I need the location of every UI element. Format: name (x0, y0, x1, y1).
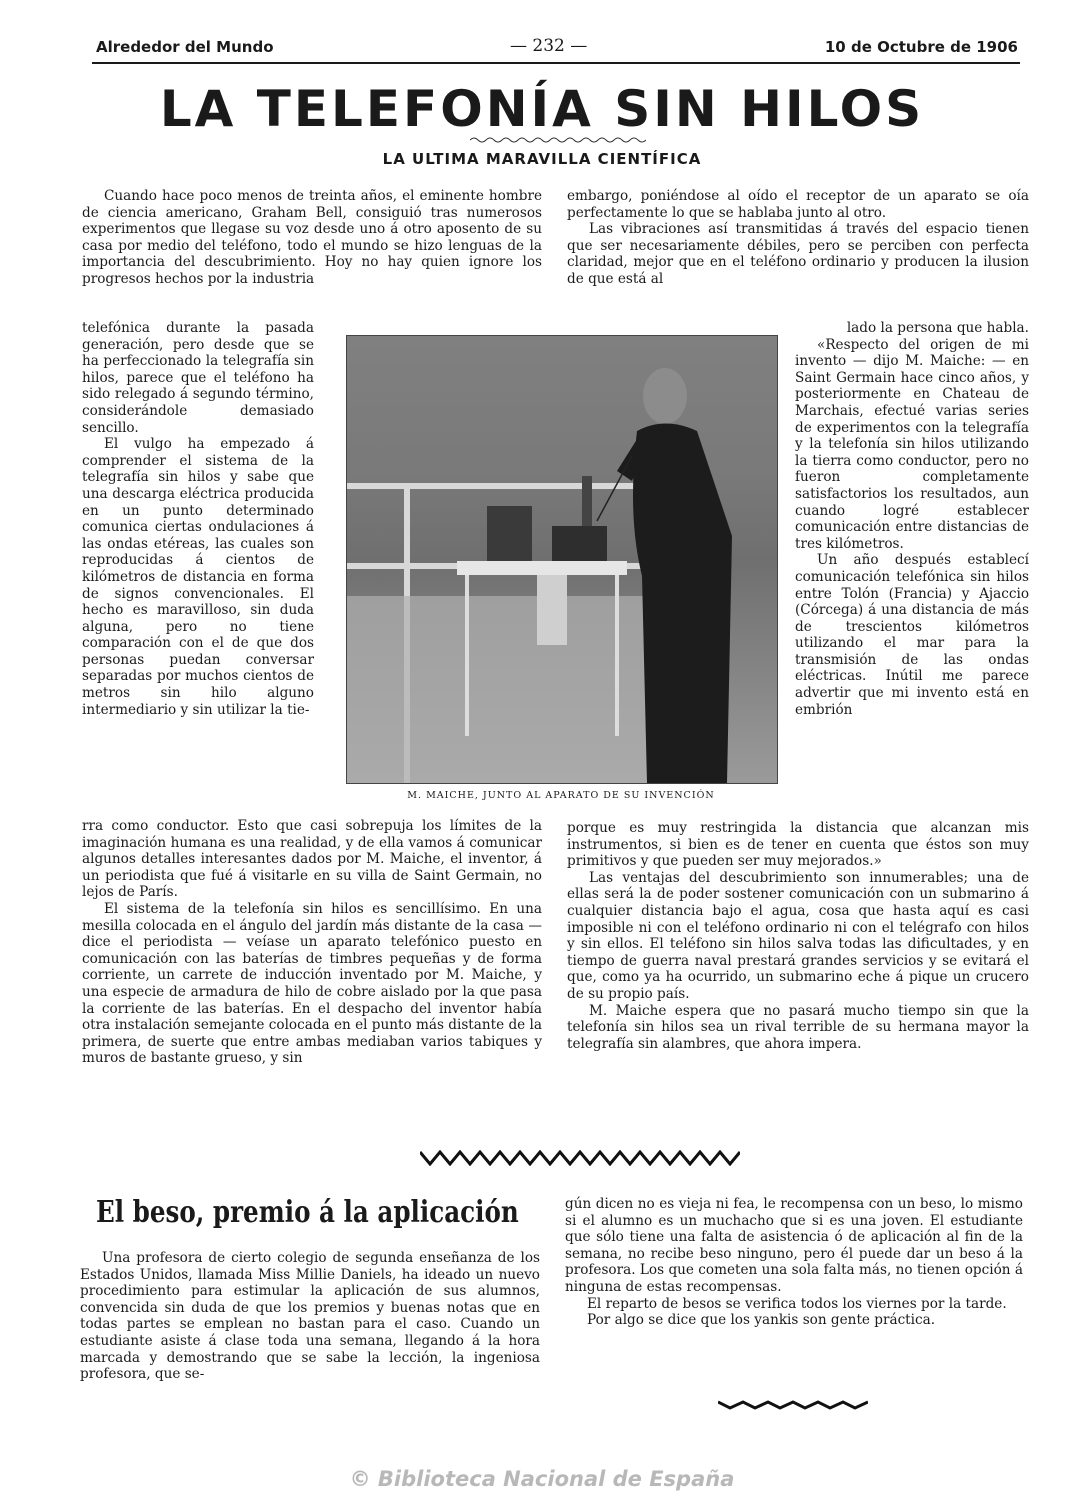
paragraph: Las vibraciones así transmitidas á través del espacio tienen que ser necesariamente débiles, pero se perciben con perfecta claridad, mejor que en el teléfono ordinario y producen la ilusion de que está al (567, 221, 1029, 287)
article1-left-bottom (82, 818, 542, 1067)
page-number: — 232 — (510, 36, 588, 56)
paragraph: porque es muy restringida la distancia que alcanzan mis instrumentos, si bien es de tener en cuenta que éstos son muy primitivos y que pueden ser muy mejorados.» (567, 820, 1029, 870)
paragraph: rra como conductor. Esto que casi sobrepuja los límites de la imaginación humana es una realidad, y de ella vamos á comunicar algunos detalles interesantes dados por M. Maiche, el inventor, á un periodista que fué á visitarle en su villa de Saint Germain, no lejos de París. (82, 818, 542, 901)
paragraph: gún dicen no es vieja ni fea, le recompensa con un beso, lo mismo si el alumno es un muchacho que si es una joven. El estudiante que sólo tiene una falta de asistencia ó de aplicación al fin de la semana, no recibe beso ninguno, pero él puede dar un beso á la profesora. Los que cometen una sola falta más, no tienen opción á ninguna de estas recompensas. (565, 1196, 1023, 1295)
article2-right (565, 1196, 1023, 1329)
article1-left-top (82, 188, 542, 288)
running-head-publication: Alrededor del Mundo (96, 38, 274, 56)
paragraph: M. Maiche espera que no pasará mucho tiempo sin que la telefonía sin hilos sea un rival terrible de su hermana mayor la telegrafía sin alambres, que ahora impera. (567, 1002, 1029, 1052)
end-ornament (718, 1400, 868, 1410)
article1-right-bottom (567, 820, 1029, 1052)
article2-title: El beso, premio á la aplicación (96, 1195, 519, 1230)
paragraph: telefónica durante la pasada generación, pero desde que se ha perfeccionado la telegrafía sin hilos, parece que el teléfono ha sido relegado á segundo término, considerándole demasiado sencillo. (82, 320, 314, 436)
article-subtitle: LA ULTIMA MARAVILLA CIENTÍFICA (382, 150, 702, 168)
article1-right-narrow (795, 320, 1029, 718)
article-title: LA TELEFONÍA SIN HILOS (159, 80, 925, 138)
photo-caption: M. MAICHE, JUNTO AL APARATO DE SU INVENCIÓN (407, 790, 715, 801)
paragraph: embargo, poniéndose al oído el receptor de un aparato se oía perfectamente lo que se hablaba junto al otro. (567, 188, 1029, 221)
paragraph: «Respecto del origen de mi invento — dijo M. Maiche: — en Saint Germain hace cinco años, y posteriormente en Chateau de Marchais, efectué varias series de experimentos con la telegrafía y la telefonía sin hilos utilizando la tierra como conductor, pero no fueron completamente satisfactorios los resultados, aun cuando logré establecer comunicación entre distancias de tres kilómetros. (795, 336, 1029, 552)
paragraph: Las ventajas del descubrimiento son innumerables; una de ellas será la de poder sostener comunicación con un submarino á cualquier distancia bajo el agua, cosa que hasta aquí es casi imposible ni con el teléfono ordinario ni con el telégrafo con hilos y sin ellos. El teléfono sin hilos salva todas las dificultades, y en tiempo de guerra naval prestará grandes servicios y se evitará el que, como ya ha ocurrido, un submarino eche á pique un crucero de su propio país. (567, 869, 1029, 1002)
section-divider (420, 1150, 740, 1166)
article1-left-narrow (82, 320, 314, 718)
library-watermark: © Biblioteca Nacional de España (349, 1467, 735, 1491)
paragraph: Una profesora de cierto colegio de segunda enseñanza de los Estados Unidos, llamada Miss Millie Daniels, ha ideado un nuevo procedimiento para estimular la aplicación de sus alumnos, convencida sin duda de que los premios y buenas notas que en todas partes se emplean no bastan para el caso. Cuando un estudiante asiste á clase toda una semana, llegando á la hora marcada y demostrando que se sabe la lección, la ingeniosa profesora, que se- (80, 1250, 540, 1383)
paragraph: El sistema de la telefonía sin hilos es sencillísimo. En una mesilla colocada en el ángulo del jardín más distante de la casa — dice el periodista — veíase un aparato telefónico puesto en comunicación con las baterías de timbres pequeñas y de forma corriente, un carrete de inducción inventado por M. Maiche, y una especie de armadura de hilo de cobre aislado por la que pasa la corriente de las baterías. En el despacho del inventor había otra instalación semejante colocada en el punto más distante de la primera, de suerte que entre ambas mediaban varios tabiques y muros de bastante grueso, y sin (82, 900, 542, 1067)
paragraph: El vulgo ha empezado á comprender el sistema de la telegrafía sin hilos y sabe que una descarga eléctrica producida en un punto determinado comunica ciertas ondulaciones á las ondas etéreas, las cuales son reproducidas á cientos de kilómetros de distancia en forma de signos convencionales. El hecho es maravilloso, sin duda alguna, pero no tiene comparación con el de que dos personas puedan conversar separadas por muchos cientos de metros sin hilo alguno intermediario y sin utilizar la tie- (82, 436, 314, 718)
paragraph: Cuando hace poco menos de treinta años, el eminente hombre de ciencia americano, Graham Bell, consiguió tras numerosos experimentos que llegase su voz desde uno á otro aposento de su casa por medio del teléfono, todo el mundo se hizo lenguas de la importancia del descubrimiento. Hoy no hay quien ignore los progresos hechos por la industria (82, 188, 542, 287)
article2-left (80, 1250, 540, 1383)
paragraph: lado la persona que habla. (846, 320, 1029, 336)
paragraph: Un año después establecí comunicación telefónica sin hilos entre Tolón (Francia) y Ajaccio (Córcega) á una distancia de más de trescientos kilómetros utilizando el mar para la transmisión de las ondas eléctricas. Inútil me parece advertir que mi invento está en embrión (795, 552, 1029, 718)
inventor-photograph (346, 335, 778, 784)
article1-right-top (567, 188, 1029, 288)
header-rule (92, 62, 1020, 64)
paragraph: El reparto de besos se verifica todos los viernes por la tarde. (587, 1295, 1007, 1312)
issue-date: 10 de Octubre de 1906 (824, 38, 1018, 56)
paragraph: Por algo se dice que los yankis son gente práctica. (587, 1312, 936, 1329)
title-ornament (470, 136, 646, 144)
